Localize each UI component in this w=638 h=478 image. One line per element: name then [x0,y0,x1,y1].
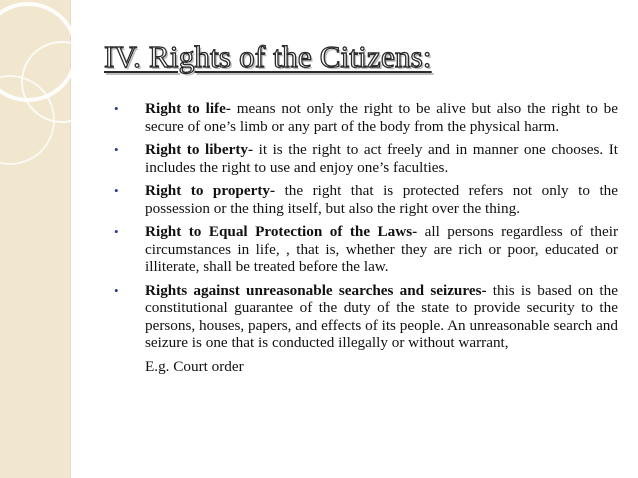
list-item [110,100,618,135]
bullet-icon: • [114,282,119,298]
item-text: the right that is protected refers not only to the possession or the thing itself, but also the right over the thing. [145,182,618,217]
item-term: Right to liberty- [145,141,254,158]
list-item [110,282,618,352]
bullet-icon: • [114,183,119,198]
item-text: it is the right to act freely and in manner one chooses. It includes the right to use and enjoy one’s faculties. [145,141,619,176]
bullet-icon: • [114,224,119,239]
item-text: all persons regardless of their circumstances in life, , that is, whether they are rich or poor, educated or illiterate, shall be treated before the law. [145,223,618,275]
bullet-icon: • [114,101,119,116]
item-text: this is based on the constitutional guarantee of the duty of the state to provide security to the persons, houses, papers, and effects of its people. An unreasonable search and seizure is one that is conducted illegally or without warrant, [145,281,618,351]
list-item [110,182,618,217]
item-term: Right to property- [145,182,276,199]
bullet-icon: • [114,142,119,157]
slide-content [110,100,618,375]
list-item [110,223,618,276]
list-item [110,141,618,176]
item-text: means not only the right to be alive but also the right to be secure of one’s limb or any part of the body from the physical harm. [145,100,618,135]
slide-title: IV. Rights of the Citizens: [104,39,432,74]
item-term: Right to life- [145,100,231,117]
example-note: E.g. Court order [145,357,244,375]
rights-list [110,100,618,352]
item-term: Rights against unreasonable searches and seizures- [145,281,487,299]
item-term: Right to Equal Protection of the Laws- [145,223,418,240]
